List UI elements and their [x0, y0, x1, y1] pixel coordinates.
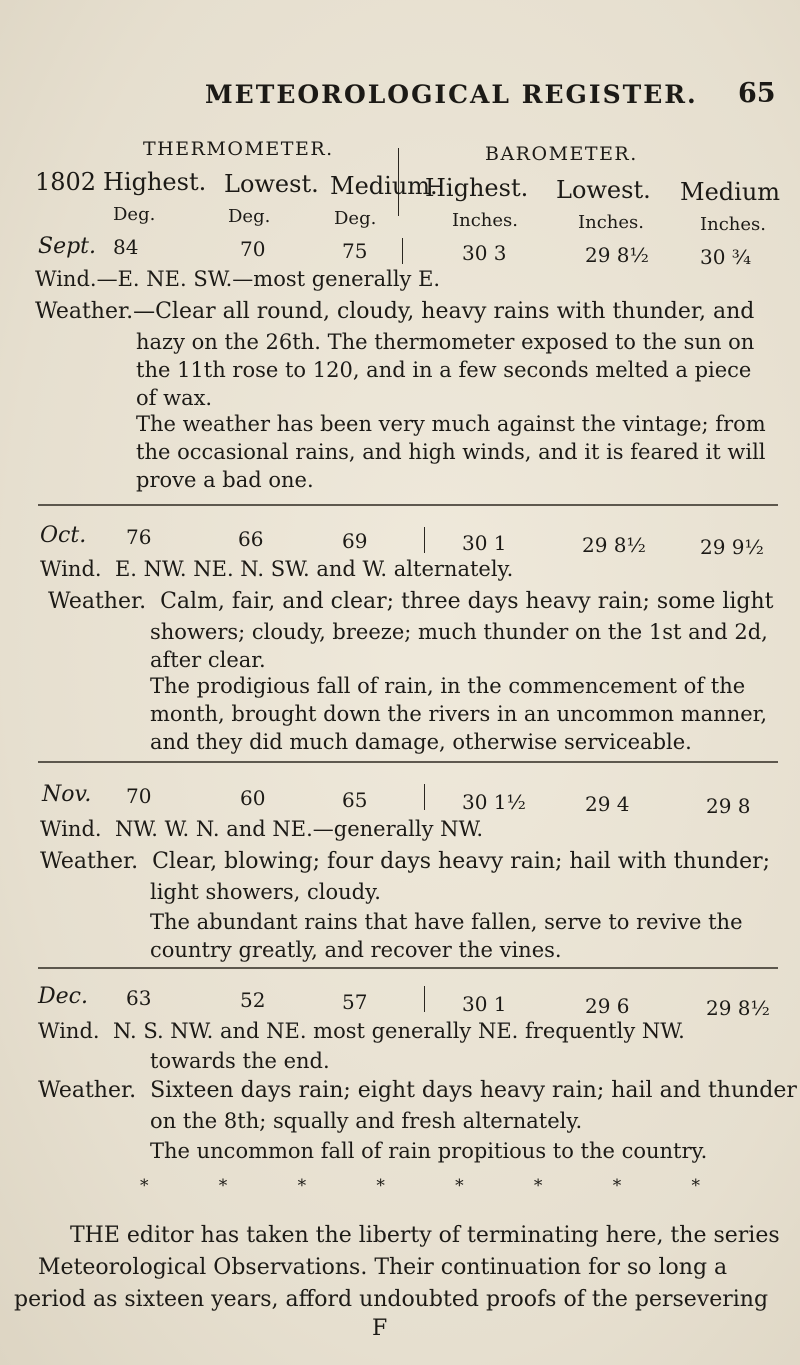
star-separator: [140, 1176, 700, 1196]
weather-label: Weather.—: [35, 299, 156, 324]
weather-text: Clear all round, cloudy, heavy rains with thunder, and: [155, 299, 755, 324]
baro-high: 30 1: [462, 992, 507, 1016]
wind-label: Wind.: [40, 557, 102, 581]
wind-continued: towards the end.: [150, 1049, 330, 1073]
unit-deg-low: Deg.: [228, 206, 271, 227]
unit-in-med: Inches.: [700, 214, 766, 235]
running-head: METEOROLOGICAL REGISTER.: [205, 80, 698, 109]
wind-row: [35, 265, 440, 293]
unit-deg-med: Deg.: [334, 208, 377, 229]
weather-label: Weather.: [48, 589, 147, 614]
thermo-high: 63: [126, 986, 152, 1010]
wind-text: E. NW. NE. N. SW. and W. alternately.: [114, 557, 514, 581]
month-note: The prodigious fall of rain, in the commencement of the month, brought down the rivers in an uncommon manner, and they did much damage, otherwise serviceable.: [150, 674, 768, 754]
weather-continued: showers; cloudy, breeze; much thunder on the 1st and 2d, after clear.: [150, 620, 768, 672]
column-bar: [424, 784, 425, 810]
weather-continued: hazy on the 26th. The thermometer exposed to the sun on the 11th rose to 120, and in a few seconds melted a piece of wax.: [136, 330, 755, 410]
wind-row: [38, 1017, 685, 1045]
month-label: Oct.: [40, 523, 87, 548]
weather-row: [40, 848, 770, 876]
col-b-lowest: Lowest.: [556, 176, 651, 204]
month-label: Dec.: [38, 984, 88, 1009]
section-rule: [38, 504, 778, 506]
thermo-low: 60: [240, 786, 266, 810]
separator-star: *: [140, 1176, 149, 1196]
baro-medium: 29 9½: [700, 535, 764, 559]
thermo-medium: 69: [342, 529, 368, 553]
baro-low: 29 8½: [582, 533, 646, 557]
separator-star: *: [297, 1176, 307, 1196]
baro-low: 29 4: [585, 792, 630, 816]
section-rule: [38, 761, 778, 763]
thermo-low: 66: [238, 527, 264, 551]
weather-row: [35, 298, 754, 326]
baro-medium: 30 ¾: [700, 245, 752, 269]
wind-row: [40, 555, 513, 583]
thermo-high: 76: [126, 525, 152, 549]
closing-line-2: Meteorological Observations. Their continuation for so long a: [38, 1255, 728, 1280]
wind-text: N. S. NW. and NE. most generally NE. frequently NW.: [112, 1019, 685, 1043]
thermo-low: 70: [240, 237, 266, 261]
baro-high: 30 1: [462, 531, 507, 555]
column-bar: [402, 238, 403, 264]
col-lowest: Lowest.: [224, 170, 319, 198]
baro-low: 29 6: [585, 994, 630, 1018]
wind-text: NW. W. N. and NE.—generally NW.: [114, 817, 484, 841]
baro-medium: 29 8: [706, 794, 751, 818]
separator-star: *: [218, 1176, 228, 1196]
weather-row: [48, 588, 774, 616]
column-bar: [424, 986, 425, 1012]
wind-row: [40, 815, 483, 843]
wind-text: E. NE. SW.—most generally E.: [117, 267, 441, 291]
thermo-high: 70: [126, 784, 152, 808]
col-highest: Highest.: [103, 168, 207, 196]
closing-line-1: THE editor has taken the liberty of terminating here, the series: [70, 1223, 780, 1248]
baro-high: 30 3: [462, 241, 507, 265]
baro-medium: 29 8½: [706, 996, 770, 1020]
col-b-medium: Medium: [680, 178, 781, 206]
thermometer-header: THERMOMETER.: [143, 138, 334, 160]
year: 1802: [35, 168, 97, 196]
weather-continued: light showers, cloudy.: [150, 880, 381, 904]
weather-label: Weather.: [40, 849, 139, 874]
month-label: Sept.: [38, 234, 97, 259]
weather-text: Clear, blowing; four days heavy rain; hail with thunder;: [152, 849, 771, 874]
thermo-medium: 65: [342, 788, 368, 812]
thermo-medium: 57: [342, 990, 368, 1014]
signature-mark: F: [372, 1316, 388, 1341]
month-note: The weather has been very much against the vintage; from the occasional rains, and high winds, and it is feared it will prove a bad one.: [136, 412, 766, 492]
column-bar: [424, 527, 425, 553]
separator-star: *: [376, 1176, 385, 1196]
weather-text: Sixteen days rain; eight days heavy rain; hail and thunder: [150, 1078, 797, 1103]
unit-deg-high: Deg.: [113, 204, 156, 225]
weather-label: Weather.: [38, 1078, 137, 1103]
unit-in-low: Inches.: [578, 212, 644, 233]
unit-in-high: Inches.: [452, 210, 518, 231]
wind-label: Wind.: [38, 1019, 100, 1043]
month-label: Nov.: [42, 782, 92, 807]
barometer-header: BAROMETER.: [485, 143, 638, 165]
section-rule: [38, 967, 778, 969]
page-number: 65: [738, 78, 776, 109]
closing-line-3: period as sixteen years, afford undoubted proofs of the persevering: [14, 1287, 769, 1312]
col-medium: Medium.: [330, 172, 438, 200]
thermo-medium: 75: [342, 239, 368, 263]
separator-star: *: [455, 1176, 464, 1196]
wind-label: Wind.—: [35, 267, 118, 291]
month-note: The abundant rains that have fallen, serve to revive the country greatly, and recover the vines.: [150, 910, 743, 962]
weather-row: [38, 1077, 797, 1105]
separator-star: *: [612, 1176, 622, 1196]
baro-high: 30 1½: [462, 790, 526, 814]
thermo-high: 84: [113, 235, 139, 259]
thermo-low: 52: [240, 988, 266, 1012]
weather-continued: on the 8th; squally and fresh alternately.: [150, 1109, 583, 1133]
baro-low: 29 8½: [585, 243, 649, 267]
wind-label: Wind.: [40, 817, 102, 841]
weather-text: Calm, fair, and clear; three days heavy rain; some light: [160, 589, 774, 614]
separator-star: *: [691, 1176, 700, 1196]
separator-star: *: [533, 1176, 543, 1196]
month-note: The uncommon fall of rain propitious to the country.: [150, 1139, 708, 1163]
col-b-highest: Highest.: [425, 174, 529, 202]
